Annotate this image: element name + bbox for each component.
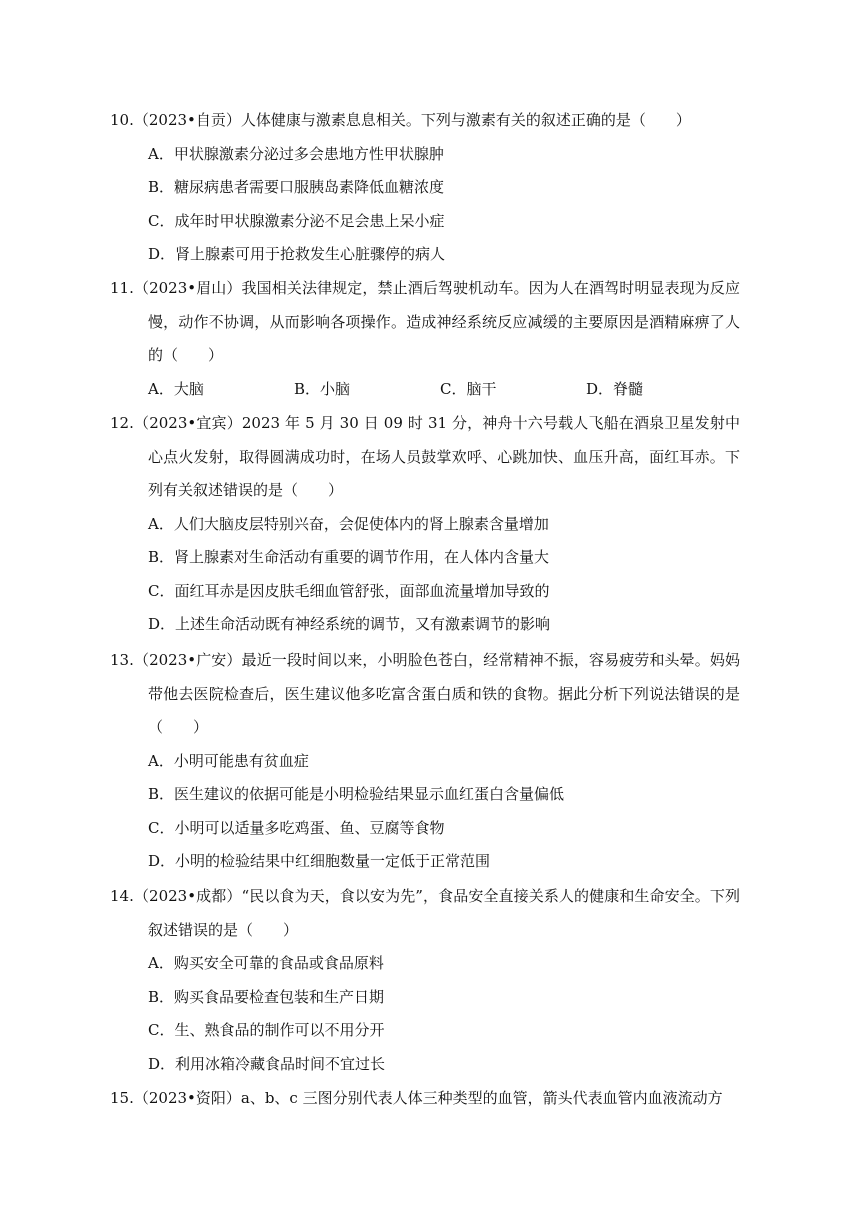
question-13 xyxy=(110,644,740,879)
option-c: C．脑干 xyxy=(440,379,497,398)
option-c: C．成年时甲状腺激素分泌不足会患上呆小症 xyxy=(148,211,445,230)
question-stem: 11.（2023•眉山）我国相关法律规定，禁止酒后驾驶机动车。因为人在酒驾时明显表现为反应慢，动作不协调，从而影响各项操作。造成神经系统反应减缓的主要原因是酒精麻痹了人的（ ） xyxy=(110,279,740,364)
question-stem: 12.（2023•宜宾）2023 年 5 月 30 日 09 时 31 分，神舟十六号载人飞船在酒泉卫星发射中心点火发射，取得圆满成功时，在场人员鼓掌欢呼、心跳加快、血压升高，面红耳赤。下列有关叙述错误的是（ ） xyxy=(110,414,740,499)
option-b: B．肾上腺素对生命活动有重要的调节作用，在人体内含量大 xyxy=(148,548,550,566)
option-d: D．脊髓 xyxy=(586,379,644,398)
option-a: A．小明可能患有贫血症 xyxy=(148,751,309,770)
question-stem: 14.（2023•成都）“民以食为天，食以安为先”，食品安全直接关系人的健康和生命安全。下列叙述错误的是（ ） xyxy=(110,887,740,939)
option-a: A．甲状腺激素分泌过多会患地方性甲状腺肿 xyxy=(148,144,444,163)
question-15 xyxy=(110,1082,740,1116)
question-stem: 13.（2023•广安）最近一段时间以来，小明脸色苍白，经常精神不振，容易疲劳和头晕。妈妈带他去医院检查后，医生建议他多吃富含蛋白质和铁的食物。据此分析下列说法错误的是（ ） xyxy=(110,651,740,736)
option-d: D．肾上腺素可用于抢救发生心脏骤停的病人 xyxy=(148,245,446,263)
option-c: C．面红耳赤是因皮肤毛细血管舒张，面部血流量增加导致的 xyxy=(148,581,550,600)
question-11 xyxy=(110,272,740,406)
option-a: A．购买安全可靠的食品或食品原料 xyxy=(148,954,384,972)
option-b: B．糖尿病患者需要口服胰岛素降低血糖浓度 xyxy=(148,178,445,196)
option-b: B．购买食品要检查包装和生产日期 xyxy=(148,987,385,1006)
option-c: C．生、熟食品的制作可以不用分开 xyxy=(148,1021,385,1039)
option-d: D．小明的检验结果中红细胞数量一定低于正常范围 xyxy=(148,852,491,870)
question-stem: 10.（2023•自贡）人体健康与激素息息相关。下列与激素有关的叙述正确的是（ ） xyxy=(110,111,691,129)
option-a: A．人们大脑皮层特别兴奋，会促使体内的肾上腺素含量增加 xyxy=(148,514,549,533)
question-stem: 15.（2023•资阳）a、b、c 三图分别代表人体三种类型的血管，箭头代表血管内血液流动方 xyxy=(110,1089,723,1107)
option-c: C．小明可以适量多吃鸡蛋、鱼、豆腐等食物 xyxy=(148,818,445,837)
option-d: D．利用冰箱冷藏食品时间不宜过长 xyxy=(148,1054,386,1073)
question-10 xyxy=(110,104,740,272)
options-row xyxy=(110,373,740,407)
question-14 xyxy=(110,880,740,1081)
option-b: B．小脑 xyxy=(294,379,351,398)
question-12 xyxy=(110,407,740,642)
option-d: D．上述生命活动既有神经系统的调节，又有激素调节的影响 xyxy=(148,615,551,633)
option-a: A．大脑 xyxy=(148,379,204,398)
option-b: B．医生建议的依据可能是小明检验结果显示血红蛋白含量偏低 xyxy=(148,785,565,803)
